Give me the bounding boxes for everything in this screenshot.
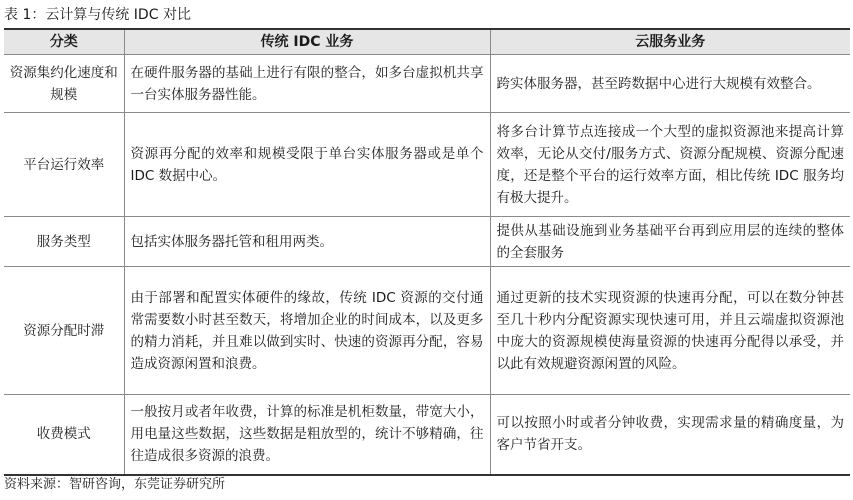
table-row	[4, 113, 850, 217]
source-note: 资料来源：智研咨询，东莞证券研究所	[4, 477, 226, 492]
row-cloud-text: 通过更新的技术实现资源的快速再分配，可以在数分钟甚至几十秒内分配资源实现快速可用，并且云端虚拟资源池中庞大的资源规模使海量资源的快速再分配得以承受，并以此有效规避资源闲置的风险。	[490, 267, 850, 395]
table-caption: 表 1：云计算与传统 IDC 对比	[4, 7, 191, 23]
row-idc-text: 包括实体服务器托管和租用两类。	[124, 217, 490, 267]
row-cloud-text: 将多台计算节点连接成一个大型的虚拟资源池来提高计算效率，无论从交付/服务方式、资源分配规模、资源分配速度，还是整个平台的运行效率方面，相比传统 IDC 服务均有极大提升。	[490, 113, 850, 217]
header-category: 分类	[4, 29, 124, 55]
table-header-row	[4, 29, 850, 55]
row-idc-text: 一般按月或者年收费，计算的标准是机柜数量，带宽大小，用电量这些数据，这些数据是粗放型的，统计不够精确，往往造成很多资源的浪费。	[124, 395, 490, 475]
row-idc-text: 在硬件服务器的基础上进行有限的整合，如多台虚拟机共享一台实体服务器性能。	[124, 55, 490, 113]
table-row	[4, 55, 850, 113]
row-category: 资源集约化速度和规模	[4, 55, 124, 113]
row-category: 平台运行效率	[4, 113, 124, 217]
table-row	[4, 217, 850, 267]
row-cloud-text: 可以按照小时或者分钟收费，实现需求量的精确度量，为客户节省开支。	[490, 395, 850, 475]
row-idc-text: 资源再分配的效率和规模受限于单台实体服务器或是单个 IDC 数据中心。	[124, 113, 490, 217]
row-category: 资源分配时滞	[4, 267, 124, 395]
header-traditional-idc: 传统 IDC 业务	[124, 29, 490, 55]
comparison-table	[4, 28, 850, 476]
table-row	[4, 395, 850, 475]
row-idc-text: 由于部署和配置实体硬件的缘故，传统 IDC 资源的交付通常需要数小时甚至数天，将增加企业的时间成本，以及更多的精力消耗，并且难以做到实时、快速的资源再分配，容易造成资源闲置和浪费。	[124, 267, 490, 395]
header-cloud-service: 云服务业务	[490, 29, 850, 55]
row-cloud-text: 跨实体服务器，甚至跨数据中心进行大规模有效整合。	[490, 55, 850, 113]
row-category: 服务类型	[4, 217, 124, 267]
table-row	[4, 267, 850, 395]
row-cloud-text: 提供从基础设施到业务基础平台再到应用层的连续的整体的全套服务	[490, 217, 850, 267]
row-category: 收费模式	[4, 395, 124, 475]
